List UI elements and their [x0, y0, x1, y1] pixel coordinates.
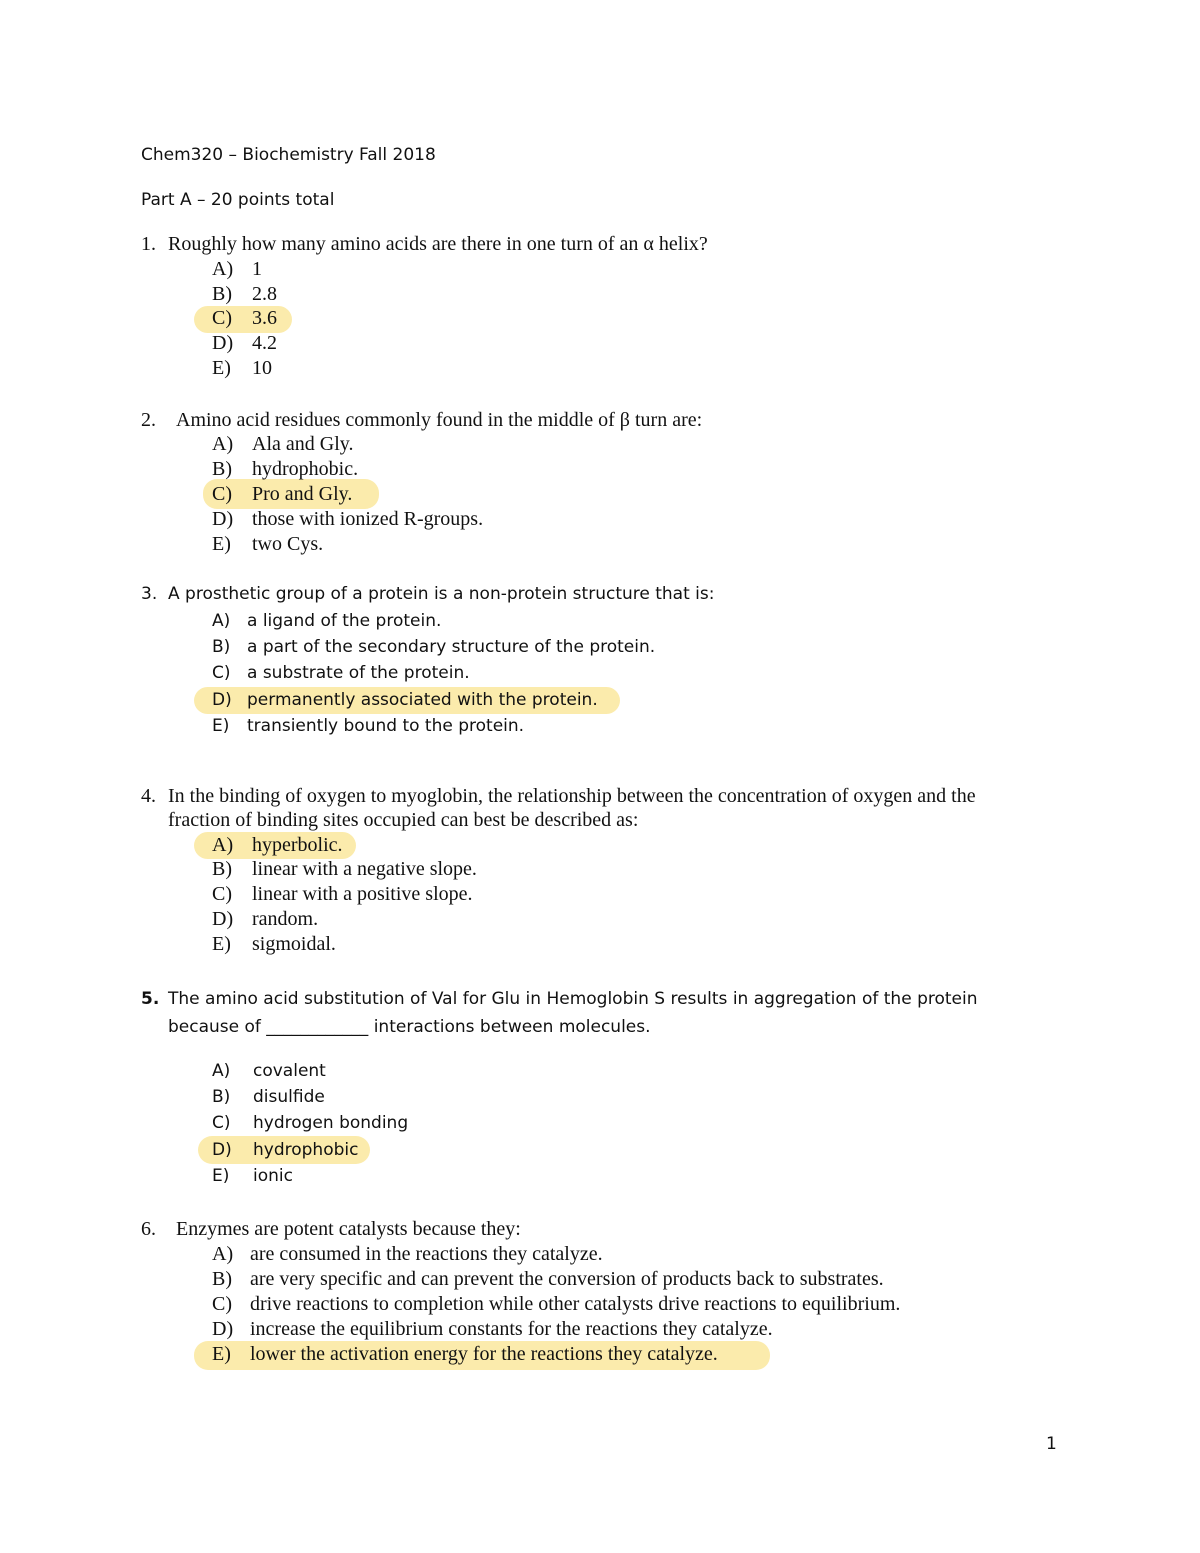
option-b: [212, 637, 655, 657]
option-letter: C): [212, 883, 232, 905]
question-text: Roughly how many amino acids are there in one turn of an α helix?: [168, 233, 708, 255]
option-e: [212, 1343, 718, 1366]
option-letter: B): [212, 1268, 232, 1290]
option-letter: D): [212, 332, 234, 354]
option-d: [212, 690, 598, 710]
option-e: [212, 533, 323, 556]
option-letter: E): [212, 357, 231, 379]
option-c: [212, 1113, 408, 1133]
option-a: [212, 433, 353, 456]
option-c: [212, 883, 473, 906]
option-d: [212, 508, 483, 531]
option-b: [212, 458, 358, 481]
option-text: disulfide: [253, 1087, 325, 1107]
option-letter: D): [212, 1318, 234, 1340]
option-text: covalent: [253, 1061, 326, 1081]
question-text-line2: fraction of binding sites occupied can best be described as:: [168, 809, 639, 831]
question-number: 5.: [141, 989, 160, 1009]
option-a: [212, 1243, 603, 1266]
option-letter: D): [212, 1140, 232, 1160]
option-d: [212, 332, 277, 355]
question-number: 2.: [141, 409, 156, 431]
option-e: [212, 357, 272, 380]
option-b: [212, 1268, 884, 1291]
option-text: random.: [252, 908, 319, 930]
option-letter: E): [212, 533, 231, 555]
option-d: [212, 908, 318, 931]
option-text: drive reactions to completion while other catalysts drive reactions to equilibrium.: [250, 1293, 901, 1315]
option-letter: C): [212, 1113, 231, 1133]
option-letter: E): [212, 1166, 230, 1186]
option-text: 10: [252, 357, 272, 379]
option-letter: E): [212, 716, 230, 736]
option-text: 1: [252, 258, 262, 280]
option-text: permanently associated with the protein.: [247, 690, 598, 710]
option-a: [212, 611, 441, 631]
option-text: 2.8: [252, 283, 277, 305]
option-letter: C): [212, 483, 232, 505]
question-number: 1.: [141, 233, 156, 255]
option-b: [212, 283, 277, 306]
option-e: [212, 1166, 293, 1186]
option-d: [212, 1140, 358, 1160]
option-c: [212, 483, 352, 506]
option-b: [212, 1087, 325, 1107]
option-text: hydrogen bonding: [253, 1113, 409, 1133]
option-e: [212, 716, 524, 736]
option-text: increase the equilibrium constants for the reactions they catalyze.: [250, 1318, 773, 1340]
option-letter: D): [212, 690, 232, 710]
option-text: Pro and Gly.: [252, 483, 353, 505]
option-text: a substrate of the protein.: [247, 663, 470, 683]
option-letter: A): [212, 258, 234, 280]
question-number: 4.: [141, 785, 156, 807]
option-b: [212, 858, 477, 881]
exam-title: Chem320 – Biochemistry Fall 2018: [141, 145, 436, 165]
option-letter: B): [212, 1087, 231, 1107]
option-a: [212, 1061, 326, 1081]
option-d: [212, 1318, 773, 1341]
option-text: a part of the secondary structure of the protein.: [247, 637, 656, 657]
option-text: 4.2: [252, 332, 277, 354]
option-letter: A): [212, 1243, 234, 1265]
option-text: ionic: [253, 1166, 293, 1186]
option-c: [212, 663, 470, 683]
option-text: sigmoidal.: [252, 933, 336, 955]
option-letter: A): [212, 834, 234, 856]
option-text: two Cys.: [252, 533, 324, 555]
question-text: Amino acid residues commonly found in the middle of β turn are:: [176, 409, 703, 431]
option-text: Ala and Gly.: [252, 433, 354, 455]
option-text: transiently bound to the protein.: [247, 716, 525, 736]
option-text: are consumed in the reactions they catalyze.: [250, 1243, 603, 1265]
option-text: hydrophobic.: [252, 458, 359, 480]
option-text: lower the activation energy for the reactions they catalyze.: [250, 1343, 718, 1365]
option-text: hydrophobic: [253, 1140, 359, 1160]
option-text: are very specific and can prevent the conversion of products back to substrates.: [250, 1268, 884, 1290]
option-letter: A): [212, 1061, 231, 1081]
option-letter: C): [212, 1293, 232, 1315]
question-text: Enzymes are potent catalysts because they:: [176, 1218, 521, 1240]
option-letter: E): [212, 1343, 231, 1365]
option-a: [212, 258, 262, 281]
option-letter: D): [212, 908, 234, 930]
option-text: linear with a negative slope.: [252, 858, 477, 880]
option-c: [212, 1293, 900, 1316]
option-text: linear with a positive slope.: [252, 883, 473, 905]
question-text-line1: The amino acid substitution of Val for Glu in Hemoglobin S results in aggregation of the protein: [168, 989, 978, 1009]
option-letter: B): [212, 858, 232, 880]
question-text: A prosthetic group of a protein is a non-protein structure that is:: [168, 584, 715, 604]
option-letter: C): [212, 307, 232, 329]
option-letter: B): [212, 283, 232, 305]
option-text: hyperbolic.: [252, 834, 343, 856]
option-a: [212, 834, 343, 857]
option-letter: B): [212, 458, 232, 480]
option-c: [212, 307, 277, 330]
option-letter: A): [212, 433, 234, 455]
option-letter: B): [212, 637, 231, 657]
page-number: 1: [1046, 1434, 1057, 1454]
question-text-line2: because of ____________ interactions between molecules.: [168, 1017, 651, 1037]
option-text: those with ionized R-groups.: [252, 508, 484, 530]
option-e: [212, 933, 336, 956]
option-letter: D): [212, 508, 234, 530]
option-letter: C): [212, 663, 231, 683]
option-text: 3.6: [252, 307, 277, 329]
option-letter: A): [212, 611, 231, 631]
question-number: 6.: [141, 1218, 156, 1240]
option-letter: E): [212, 933, 231, 955]
option-text: a ligand of the protein.: [247, 611, 442, 631]
question-text-line1: In the binding of oxygen to myoglobin, the relationship between the concentration of oxygen and the: [168, 785, 976, 807]
part-heading: Part A – 20 points total: [141, 190, 335, 210]
question-number: 3.: [141, 584, 158, 604]
